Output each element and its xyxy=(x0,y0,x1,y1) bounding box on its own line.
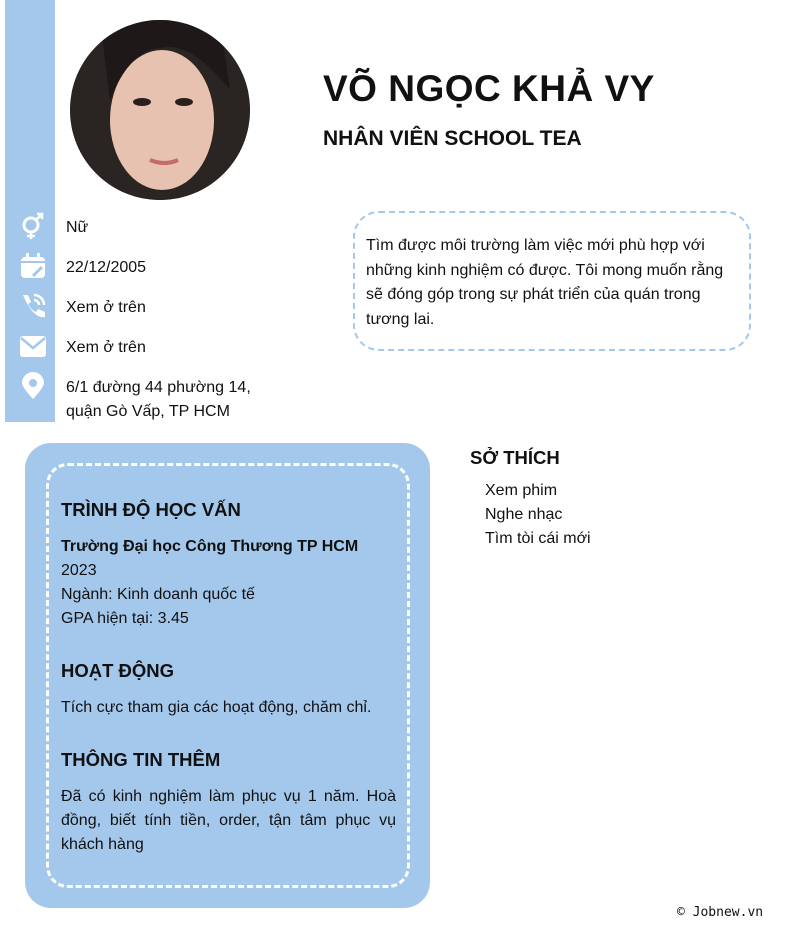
profile-photo xyxy=(70,20,250,200)
birthday-text: 22/12/2005 xyxy=(66,259,147,276)
education-year: 2023 xyxy=(61,562,97,579)
details-card xyxy=(25,443,430,908)
extra-text: Đã có kinh nghiệm làm phục vụ 1 năm. Hoà đồng, biết tính tiền, order, tận tâm phục vụ khách hàng xyxy=(61,788,396,853)
candidate-role: NHÂN VIÊN SCHOOL TEA xyxy=(323,127,582,150)
education-major: Ngành: Kinh doanh quốc tế xyxy=(61,586,255,603)
phone-text: Xem ở trên xyxy=(66,299,146,316)
activities-text: Tích cực tham gia các hoạt động, chăm chỉ. xyxy=(61,699,372,716)
footer-credit: © Jobnew.vn xyxy=(677,905,764,920)
hobby-item: Xem phim xyxy=(485,482,558,499)
phone-icon xyxy=(19,292,47,320)
calendar-icon xyxy=(19,252,47,280)
activities-heading: HOẠT ĐỘNG xyxy=(61,660,175,681)
gender-text: Nữ xyxy=(66,219,89,236)
gender-icon xyxy=(19,212,47,240)
education-gpa: GPA hiện tại: 3.45 xyxy=(61,610,189,627)
hobby-item: Tìm tòi cái mới xyxy=(485,530,591,547)
email-text: Xem ở trên xyxy=(66,339,146,356)
career-objective: Tìm được môi trường làm việc mới phù hợp với những kinh nghiệm có được. Tôi mong muốn rằng sẽ đóng góp trong sự phát triển của quán trong tương lai. xyxy=(353,211,751,351)
hobby-item: Nghe nhạc xyxy=(485,506,563,523)
hobbies-heading: SỞ THÍCH xyxy=(470,447,560,468)
candidate-name: VÕ NGỌC KHẢ VY xyxy=(323,68,655,109)
address-line-2: quận Gò Vấp, TP HCM xyxy=(66,403,230,420)
extra-heading: THÔNG TIN THÊM xyxy=(61,749,221,770)
details-card-inner xyxy=(46,463,410,888)
education-heading: TRÌNH ĐỘ HỌC VẤN xyxy=(61,499,241,520)
email-icon xyxy=(19,332,47,360)
location-icon xyxy=(19,372,47,400)
education-school: Trường Đại học Công Thương TP HCM xyxy=(61,538,359,555)
address-line-1: 6/1 đường 44 phường 14, xyxy=(66,379,251,396)
